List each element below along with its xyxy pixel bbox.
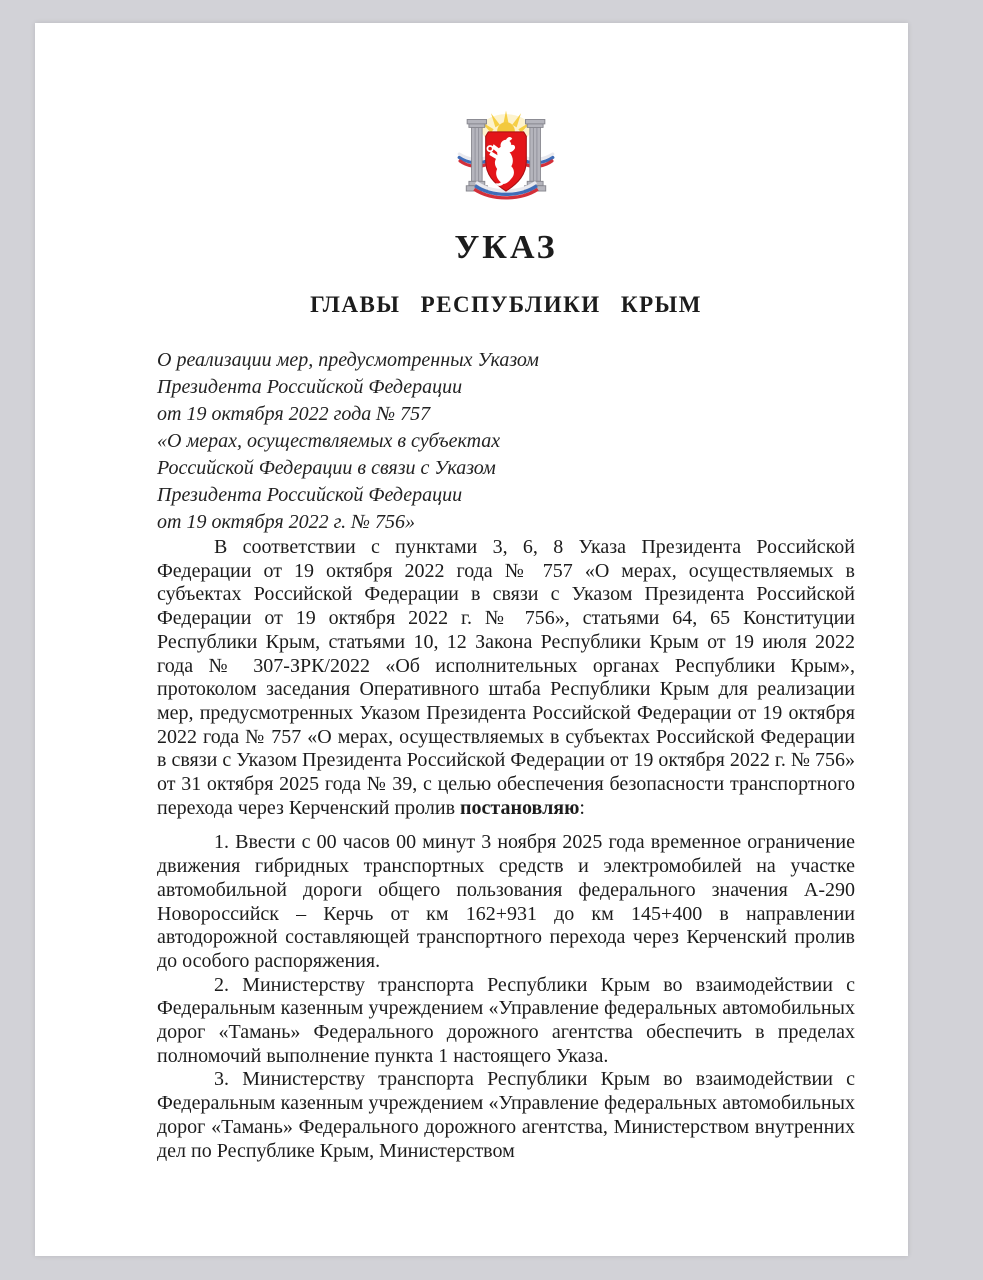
decree-item-3: 3. Министерству транспорта Республики Крым во взаимодействии с Федеральным казенным учреждением «Управление федеральных автомобильных дорог «Тамань» Федерального дорожного агентства, Министерством внутренних дел по Республике Крым, Министерством	[157, 1068, 855, 1162]
decree-issuer: ГЛАВЫ РЕСПУБЛИКИ КРЫМ	[310, 292, 702, 317]
decree-item-1: 1. Ввести с 00 часов 00 минут 3 ноября 2025 года временное ограничение движения гибридных транспортных средств и электромобилей на участке автомобильной дороги общего пользования федерального значения А-290 Новороссийск – Керчь от км 162+931 до км 145+400 в направлении автодорожной составляющей транспортного перехода через Керченский пролив до особого распоряжения.	[157, 831, 855, 972]
subject-line: от 19 октября 2022 года № 757	[157, 403, 431, 425]
preamble-text: В соответствии с пунктами 3, 6, 8 Указа Президента Российской Федерации от 19 октября 2022 года № 757 «О мерах, осуществляемых в субъектах Российской Федерации в связи с Указом Президента Российской Федерации от 19 октября 2022 г. № 756», статьями 64, 65 Конституции Республики Крым, статьями 10, 12 Закона Республики Крым от 19 июля 2022 года № 307-ЗРК/2022 «Об исполнительных органах Республики Крым», протоколом заседания Оперативного штаба Республики Крым для реализации мер, предусмотренных Указом Президента Российской Федерации от 19 октября 2022 года № 757 «О мерах, осуществляемых в субъектах Российской Федерации в связи с Указом Президента Российской Федерации от 19 октября 2022 г. № 756» от 31 октября 2025 года № 39, с целью обеспечения безопасности транспортного перехода через Керченский пролив	[157, 536, 855, 819]
crimea-coat-of-arms-icon	[157, 108, 855, 214]
subject-line: «О мерах, осуществляемых в субъектах	[157, 430, 501, 452]
subject-line: Российской Федерации в связи с Указом	[157, 457, 496, 479]
decree-title: УКАЗ	[454, 229, 558, 266]
subject-line: от 19 октября 2022 г. № 756»	[157, 511, 416, 533]
decree-items	[157, 831, 855, 1163]
decree-preamble	[157, 536, 855, 820]
decree-body	[157, 536, 855, 1163]
subject-line: Президента Российской Федерации	[157, 376, 463, 398]
resolve-colon: :	[579, 796, 585, 819]
document-page	[35, 23, 908, 1256]
decree-subject	[157, 347, 855, 536]
decree-item-2: 2. Министерству транспорта Республики Крым во взаимодействии с Федеральным казенным учреждением «Управление федеральных автомобильных дорог «Тамань» Федерального дорожного агентства обеспечить в пределах полномочий выполнение пункта 1 настоящего Указа.	[157, 973, 855, 1067]
resolve-word: постановляю	[460, 796, 580, 819]
subject-line: О реализации мер, предусмотренных Указом	[157, 349, 539, 371]
subject-line: Президента Российской Федерации	[157, 484, 463, 506]
